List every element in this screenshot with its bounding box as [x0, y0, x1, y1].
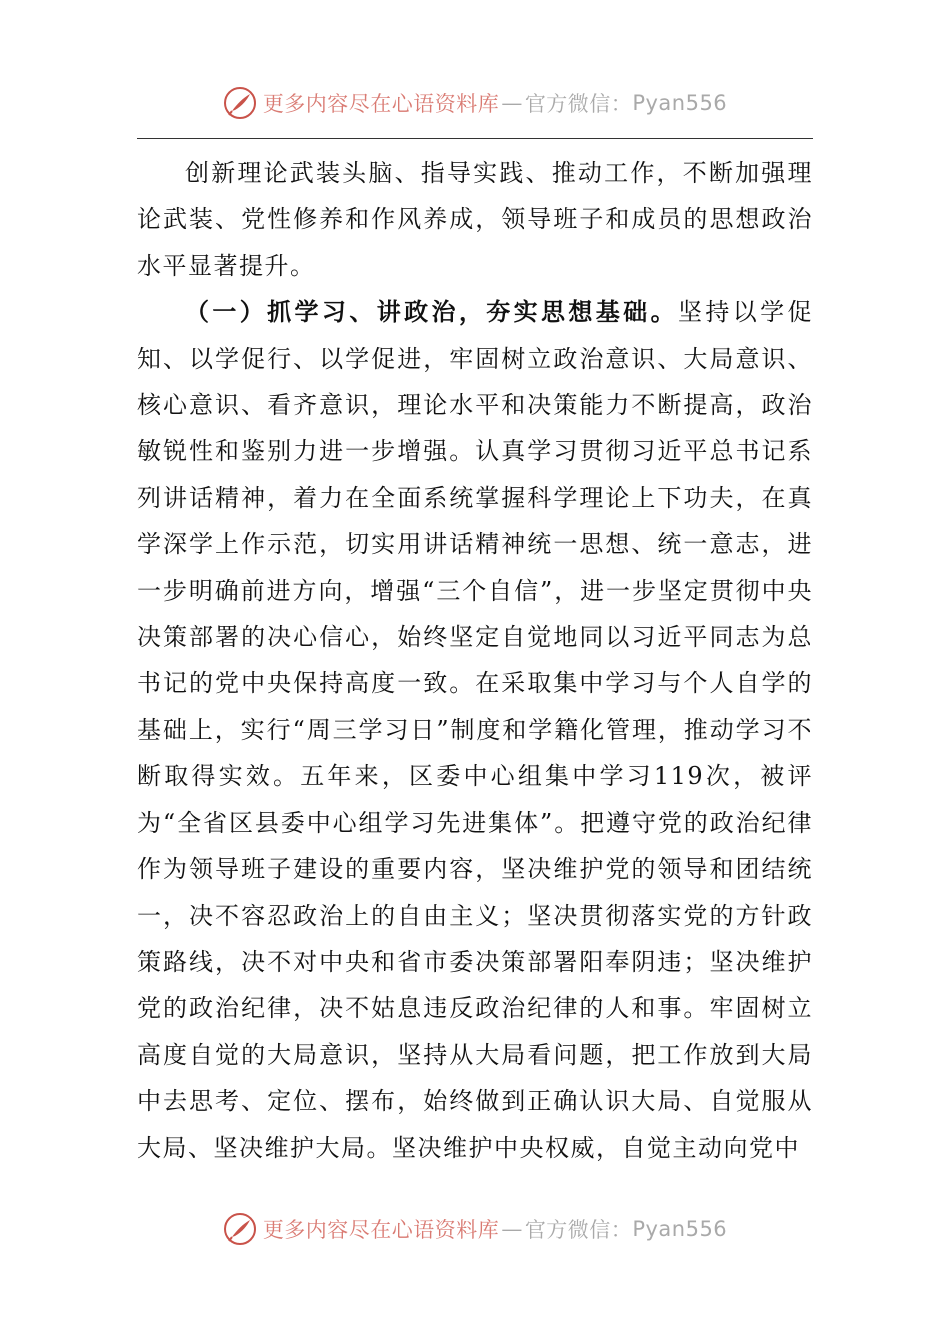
- paragraph-2: [137, 289, 813, 1171]
- section-heading: （一）抓学习、讲政治，夯实思想基础。: [185, 298, 678, 327]
- footer-watermark: [0, 1212, 950, 1246]
- quill-pen-icon: [223, 1212, 257, 1246]
- document-body: [137, 150, 813, 1171]
- paragraph-1: 创新理论武装头脑、指导实践、推动工作，不断加强理论武装、党性修养和作风养成，领导班子和成员的思想政治水平显著提升。: [137, 159, 813, 280]
- watermark-wechat-id: Pyan556: [632, 91, 728, 115]
- header-divider: [137, 138, 813, 139]
- watermark-separator: —: [501, 1217, 523, 1241]
- header-watermark: [0, 86, 950, 120]
- watermark-sub-text: 官方微信：: [524, 92, 633, 116]
- watermark-main-text: 更多内容尽在心语资料库: [262, 1218, 500, 1242]
- watermark-wechat-id: Pyan556: [632, 1217, 728, 1241]
- quill-pen-icon: [223, 86, 257, 120]
- watermark-sub-text: 官方微信：: [524, 1218, 633, 1242]
- watermark-separator: —: [501, 91, 523, 115]
- watermark-main-text: 更多内容尽在心语资料库: [262, 92, 500, 116]
- paragraph-2-body: 坚持以学促知、以学促行、以学促进，牢固树立政治意识、大局意识、核心意识、看齐意识，理论水平和决策能力不断提高，政治敏锐性和鉴别力进一步增强。认真学习贯彻习近平总书记系列讲话精神，着力在全面系统掌握科学理论上下功夫，在真学深学上作示范，切实用讲话精神统一思想、统一意志，进一步明确前进方向，增强“三个自信”，进一步坚定贯彻中央决策部署的决心信心，始终坚定自觉地同以习近平同志为总书记的党中央保持高度一致。在采取集中学习与个人自学的基础上，实行“周三学习日”制度和学籍化管理，推动学习不断取得实效。五年来，区委中心组集中学习119次，被评为“全省区县委中心组学习先进集体”。把遵守党的政治纪律作为领导班子建设的重要内容，坚决维护党的领导和团结统一，决不容忍政治上的自由主义；坚决贯彻落实党的方针政策路线，决不对中央和省市委决策部署阳奉阴违；坚决维护党的政治纪律，决不姑息违反政治纪律的人和事。牢固树立高度自觉的大局意识，坚持从大局看问题，把工作放到大局中去思考、定位、摆布，始终做到正确认识大局、自觉服从大局、坚决维护大局。坚决维护中央权威，自觉主动向党中: [137, 298, 813, 1162]
